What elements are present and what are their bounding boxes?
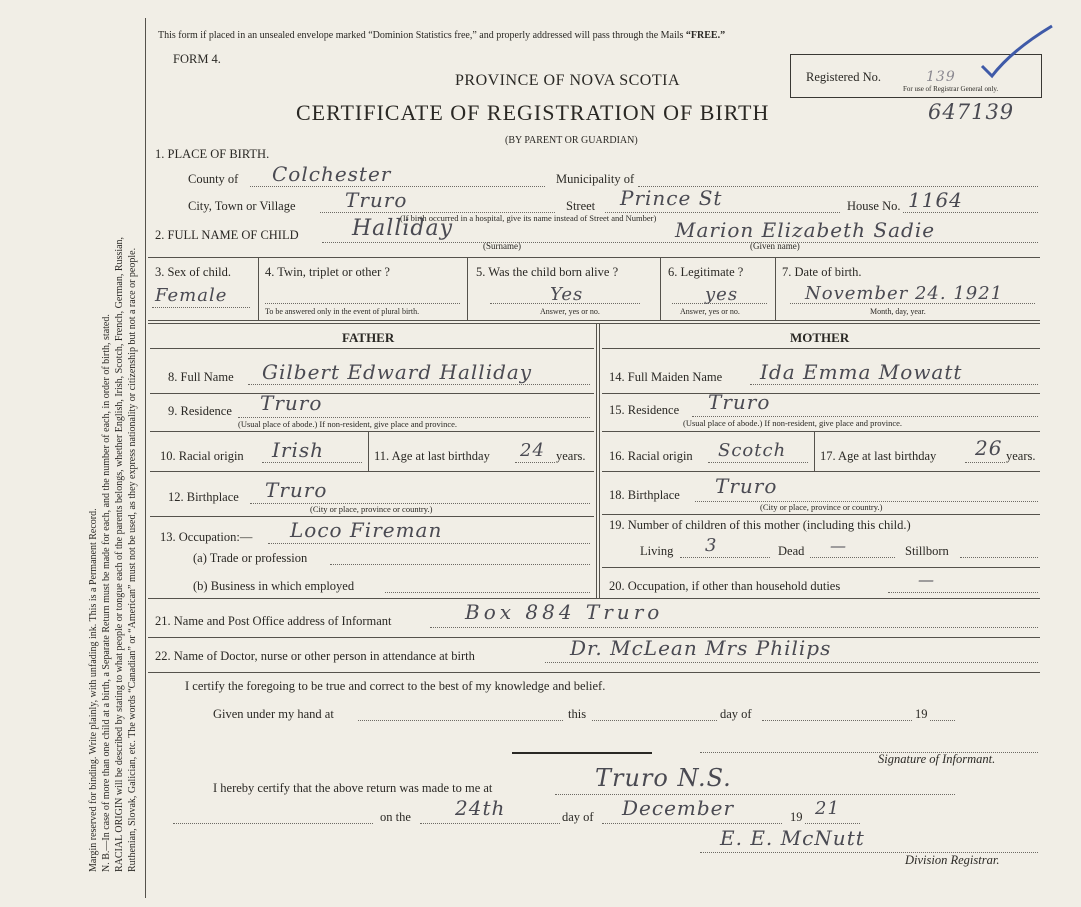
- father-res-note: (Usual place of abode.) If non-resident, give place and province.: [238, 419, 458, 429]
- street-value: Prince St: [620, 186, 723, 210]
- legit-note: Answer, yes or no.: [680, 307, 740, 316]
- form-number: FORM 4.: [173, 52, 221, 66]
- mother-birth-label: 18. Birthplace: [609, 488, 680, 502]
- mother-occupation: —: [918, 570, 935, 589]
- legit-label: 6. Legitimate ?: [668, 265, 744, 279]
- province-heading: PROVINCE OF NOVA SCOTIA: [455, 72, 681, 89]
- twin-note: To be answered only in the event of plural birth.: [265, 307, 420, 316]
- legit-value: yes: [705, 284, 739, 305]
- registrar-day-of-label: day of: [562, 810, 594, 824]
- day-of-label: day of: [720, 707, 752, 721]
- mother-racial-label: 16. Racial origin: [609, 449, 693, 463]
- page-subtitle: (BY PARENT OR GUARDIAN): [505, 135, 638, 146]
- father-occupation: Loco Fireman: [290, 518, 443, 542]
- date-note: Month, day, year.: [870, 307, 926, 316]
- margin-note-binding: Margin reserved for binding. Write plainly, with unfading ink. This is a Permanent Record.: [88, 508, 99, 872]
- house-label: House No.: [847, 199, 901, 213]
- given-caption: (Given name): [750, 241, 800, 251]
- father-racial-label: 10. Racial origin: [160, 449, 244, 463]
- child-name-label: 2. FULL NAME OF CHILD: [155, 228, 299, 242]
- mother-res-note: (Usual place of abode.) If non-resident, give place and province.: [683, 418, 903, 428]
- date-value: November 24. 1921: [805, 283, 1004, 304]
- informant-signature-label: Signature of Informant.: [878, 752, 996, 766]
- this-label: this: [568, 707, 587, 721]
- registrar-place: Truro N.S.: [595, 764, 732, 792]
- father-birth-note: (City or place, province or country.): [310, 504, 433, 514]
- registrar-use-note: For use of Registrar General only.: [903, 85, 999, 93]
- mother-res: Truro: [708, 390, 771, 414]
- sex-value: Female: [155, 285, 228, 306]
- dead-label: Dead: [778, 544, 805, 558]
- informant-label: 21. Name and Post Office address of Informant: [155, 614, 392, 628]
- father-birth-label: 12. Birthplace: [168, 490, 239, 504]
- father-age-label: 11. Age at last birthday: [374, 449, 490, 463]
- mother-age: 26: [975, 436, 1003, 460]
- child-given-name: Marion Elizabeth Sadie: [675, 218, 936, 242]
- stillborn-label: Stillborn: [905, 544, 949, 558]
- registrar-signature-label: Division Registrar.: [905, 853, 1000, 867]
- mother-name: Ida Emma Mowatt: [760, 360, 963, 384]
- father-racial: Irish: [272, 438, 325, 462]
- registrar-day: 24th: [455, 796, 506, 820]
- mother-age-label: 17. Age at last birthday: [820, 449, 937, 463]
- informant-value: Box 884 Truro: [465, 600, 664, 624]
- father-res: Truro: [260, 391, 323, 415]
- doctor-label: 22. Name of Doctor, nurse or other person in attendance at birth: [155, 649, 475, 663]
- father-age: 24: [520, 440, 545, 461]
- check-mark-icon: [960, 18, 1060, 93]
- mother-racial: Scotch: [718, 440, 787, 461]
- place-heading: 1. PLACE OF BIRTH.: [155, 147, 270, 161]
- registrar-signature: E. E. McNutt: [720, 826, 865, 850]
- alive-note: Answer, yes or no.: [540, 307, 600, 316]
- street-label: Street: [566, 199, 596, 213]
- county-value: Colchester: [272, 162, 392, 186]
- surname-caption: (Surname): [483, 241, 521, 251]
- registered-label: Registered No.: [806, 70, 881, 84]
- mother-years-label: years.: [1006, 449, 1036, 463]
- sex-label: 3. Sex of child.: [155, 265, 232, 279]
- business-label: (b) Business in which employed: [193, 579, 355, 593]
- margin-rule: [145, 18, 146, 898]
- mail-notice: This form if placed in an unsealed envelope marked “Dominion Statistics free,” and properly addressed will pass through the Mails “FREE.”: [158, 30, 726, 41]
- father-res-label: 9. Residence: [168, 404, 232, 418]
- father-birth: Truro: [265, 478, 328, 502]
- registrar-certify-text: I hereby certify that the above return was made to me at: [213, 781, 493, 795]
- twin-label: 4. Twin, triplet or other ?: [265, 265, 390, 279]
- municipality-label: Municipality of: [556, 172, 635, 186]
- margin-note-racial: RACIAL ORIGIN will be described by stating to what people or tongue each of the parents belongs, whether English, Irish, Scotch, French, German, Russian,: [114, 236, 125, 872]
- child-surname: Halliday: [352, 216, 454, 241]
- registered-number: 139: [926, 69, 956, 85]
- house-value: 1164: [908, 188, 963, 212]
- trade-label: (a) Trade or profession: [193, 551, 308, 565]
- year-prefix: 19: [915, 707, 928, 721]
- city-label: City, Town or Village: [188, 199, 296, 213]
- certify-text: I certify the foregoing to be true and correct to the best of my knowledge and belief.: [185, 679, 606, 693]
- father-name-label: 8. Full Name: [168, 370, 234, 384]
- living-label: Living: [640, 544, 674, 558]
- mother-birth-note: (City or place, province or country.): [760, 502, 883, 512]
- margin-note-racial-2: Ruthenian, Slovak, Galician, etc. The words “Canadian” or “American” must not be used, as they express nationality or citizenship but not a race or people.: [127, 247, 138, 872]
- margin-note-nb: N. B.—In case of more than one child at a birth, a Separate Return must be made for each, and the number of each, in order of birth, stated.: [101, 314, 112, 872]
- mother-name-label: 14. Full Maiden Name: [609, 370, 723, 384]
- father-heading: FATHER: [342, 330, 395, 345]
- father-name: Gilbert Edward Halliday: [262, 360, 533, 384]
- alive-value: Yes: [550, 284, 584, 305]
- children-count-label: 19. Number of children of this mother (including this child.): [609, 518, 911, 532]
- mother-res-label: 15. Residence: [609, 403, 680, 417]
- mother-occ-label: 20. Occupation, if other than household duties: [609, 579, 841, 593]
- registrar-year-prefix: 19: [790, 810, 803, 824]
- father-occ-label: 13. Occupation:—: [160, 530, 253, 544]
- mother-heading: MOTHER: [790, 330, 850, 345]
- page-title: CERTIFICATE OF REGISTRATION OF BIRTH: [296, 100, 770, 125]
- mother-birth: Truro: [715, 474, 778, 498]
- hospital-note: (If birth occurred in a hospital, give its name instead of Street and Number): [400, 213, 657, 223]
- free-label: “FREE.”: [685, 30, 726, 41]
- father-years-label: years.: [556, 449, 586, 463]
- on-the-label: on the: [380, 810, 411, 824]
- date-label: 7. Date of birth.: [782, 265, 862, 279]
- doctor-value: Dr. McLean Mrs Philips: [570, 636, 832, 660]
- stamp-number: 647139: [928, 100, 1015, 124]
- registrar-year: 21: [815, 798, 840, 819]
- given-under-label: Given under my hand at: [213, 707, 334, 721]
- registrar-month: December: [622, 796, 735, 820]
- dead-value: —: [830, 536, 847, 555]
- county-label: County of: [188, 172, 239, 186]
- alive-label: 5. Was the child born alive ?: [476, 265, 619, 279]
- city-value: Truro: [345, 188, 408, 212]
- living-value: 3: [705, 535, 718, 556]
